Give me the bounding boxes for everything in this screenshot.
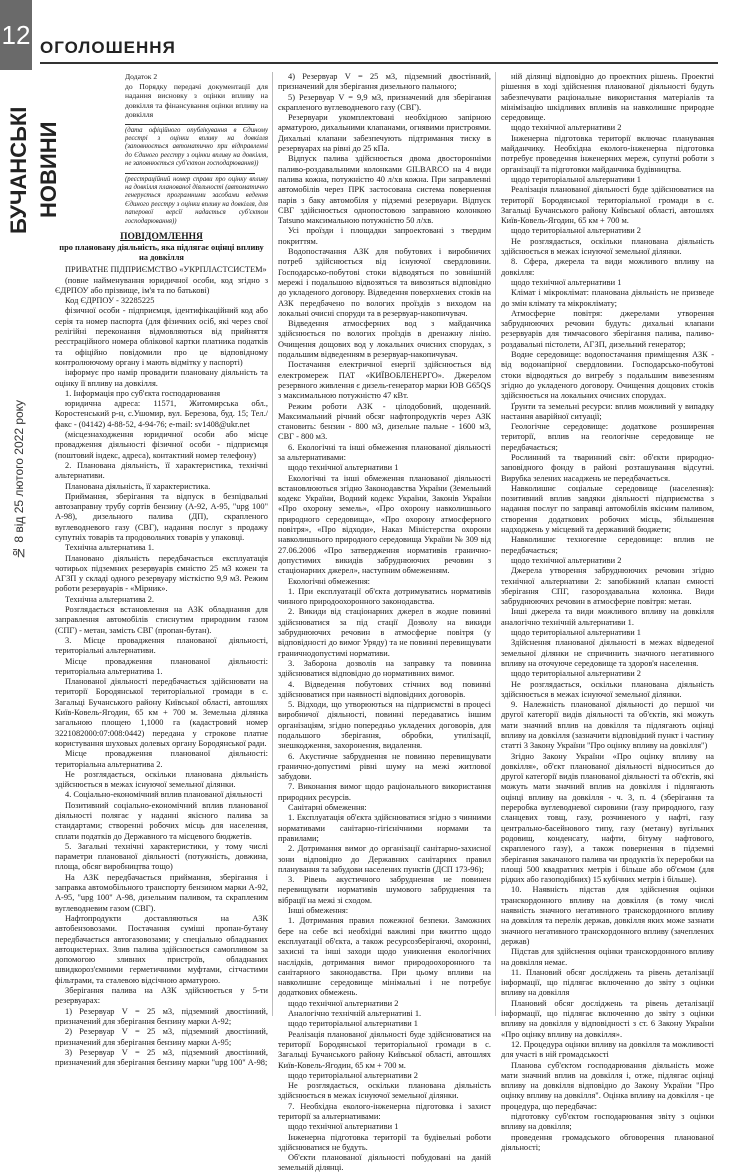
appendix-fill-note-2: (реєстраційний номер справи про оцінку впливу на довкілля планованої діяльності (автоматично генерується програмними засобами ведення Єдиного реєстру з оцінки впливу на довкілля, для паперової версії надається суб'єктом господарювання)) bbox=[125, 175, 268, 225]
paragraph: 3. Заборона дозволів на заправку та повинна здійснюватися відповідно до нормативних вимог. bbox=[278, 658, 491, 679]
paragraph: Плановий обсяг досліджень та рівень деталізації інформації, що підлягає включенню до звіту з оцінки впливу на довкілля у відповідності з ст. 6 Закону України «Про оцінку впливу на довкілля». bbox=[501, 998, 714, 1039]
paragraph: Постачання електричної енергії здійснюється від електромереж ПАТ «КИЇВОБЛЕНЕРГО». Джерелом резервного живлення є дизель-генератор марки ЮВ G65QS з максимальною потужністю 47 кВт. bbox=[278, 360, 491, 401]
paragraph: Режим роботи АЗК - цілодобовий, щоденний. Максимальний річний обсяг нафтопродуктів через АЗК становить: бензин - 800 м3, дизельне пальне - 1600 м3, СВГ - 800 м3. bbox=[278, 401, 491, 442]
paragraph: щодо територіальної альтернативи 2 bbox=[288, 1070, 418, 1080]
paragraph: 4. Соціально-економічний вплив планованої діяльності bbox=[65, 790, 263, 800]
paragraph: 3. Місце провадження планованої діяльності, територіальні альтернативи. bbox=[55, 635, 268, 656]
paragraph: Навколишнє соціальне середовище (населення): позитивний вплив завдяки діяльності підприємства з надання послуг по заправці автомобілів якісним паливом, створення додаткових робочих місць, збільшення надходжень у місцевий та державний бюджети; bbox=[501, 483, 714, 535]
paragraph: Рослинний та тваринний світ: об'єкти природно-заповідного фонду в районі розташування відсутні. Вирубка зелених насаджень не передбачається. bbox=[501, 452, 714, 483]
paragraph: щодо територіальної альтернативи 2 bbox=[511, 226, 641, 236]
header-rule bbox=[40, 62, 718, 64]
appendix-header bbox=[125, 72, 268, 226]
paragraph: щодо технічної альтернативи 1 bbox=[288, 463, 399, 473]
paragraph: інформує про намір провадити плановану діяльність та оцінку її впливу на довкілля. bbox=[55, 368, 268, 388]
paragraph: Екологічні та інші обмеження планованої діяльності встановлюються згідно Законодавства України (Земельний кодекс України, Водний кодекс України, Законів України «Про охорону земель», «Про охорону навколишнього природного середовища», «Про охорону атмосферного повітря», «Про відходи», Наказ Міністерства охорони навколишнього природного середовища України № 309 від 27.06.2006 «Про затвердження нормативів гранично-допустимих викидів забруднюючих речовин з стаціонарних джерел», наступним обмеженням. bbox=[278, 473, 491, 576]
paragraph: 7. Необхідна еколого-інженерна підготовка і захист території за альтернативами: bbox=[278, 1101, 491, 1121]
paragraph: Інші обмеження: bbox=[288, 906, 349, 916]
paragraph: щодо технічної альтернативи 2 bbox=[511, 123, 622, 133]
paragraph: 5) Резервуар V = 9,9 м3, призначений для зберігання скрапленого вуглеводневого газу (СВГ). bbox=[278, 92, 491, 112]
paragraph: Інженерна підготовка території включає планування майданчику. Необхідна еколого-інженерна підготовка потребує проведення інженерних мереж, супутні роботи з організації та підготовки майданчика будівництва. bbox=[501, 133, 714, 174]
paragraph: Відведення атмосферних вод з майданчика здійснюється по вологих проїздів в дренажну лінію. Очищення дощових вод у локальних очисних спорудах, з подальшим відведенням в резервуар-накопичувач. bbox=[278, 319, 491, 360]
paragraph: Планована діяльність, її характеристика. bbox=[65, 481, 211, 491]
column-divider bbox=[272, 72, 273, 1016]
paragraph: Аналогічно технічній альтернативі 1. bbox=[288, 1009, 422, 1019]
paragraph: 1. При експлуатації об'єкта дотримуватись нормативів чинного природоохоронного законодавства. bbox=[278, 586, 491, 607]
paragraph: щодо технічної альтернативи 1 bbox=[288, 1122, 399, 1132]
paragraph: Планова суб'єктом господарювання діяльність може мати значний вплив на довкілля і, отже, підлягає оцінці впливу на довкілля відповідно до Закону України "Про оцінку впливу на довкілля". Оцінка впливу на довкілля - це процедура, що передбачає: bbox=[501, 1060, 714, 1111]
paragraph: Здійснення планованої діяльності в межах відведеної земельної ділянки не спричинить значного негативного впливу на оточуюче середовище та здоров'я населення. bbox=[501, 638, 714, 668]
paragraph: Резервуари укомплектовані необхідною запірною арматурою, дихальними клапанами, огнявими пристроями. Дихальні клапани забезпечують підтримання тиску в резервуарах на рівні до 25 кПа. bbox=[278, 113, 491, 154]
paragraph: 4. Відведення побутових стічних вод повинні здійснюватися при наявності відповідних договорів. bbox=[278, 679, 491, 699]
paragraph: Не розглядається, оскільки планована діяльність здійснюється в межах існуючої земельної ділянки. bbox=[501, 679, 714, 699]
paragraph: Позитивний соціально-економічний вплив планованої діяльності полягає у наданні якісного палива за стандартами; створенні робочих місць для населення, сплати податків до Державного та місцевого бюджетів. bbox=[55, 800, 268, 841]
paragraph: щодо технічної альтернативи 1 bbox=[511, 277, 622, 287]
paragraph: Клімат і мікроклімат: планована діяльність не призведе до змін клімату та мікроклімату; bbox=[501, 288, 714, 308]
paragraph: Технічна альтернатива 2. bbox=[65, 594, 154, 604]
fill-line bbox=[125, 173, 255, 174]
paragraph: 3) Резервуар V = 25 м3, підземний двостінний, призначений для зберігання бензину марки "upg 100" А-98; bbox=[55, 1047, 268, 1068]
paragraph: Код ЄДРПОУ - 32285225 bbox=[65, 296, 155, 306]
paragraph: 1) Резервуар V = 25 м3, підземний двостінний, призначений для зберігання бензину марки А-92; bbox=[55, 1006, 268, 1026]
paragraph: щодо територіальної альтернативи 2 bbox=[511, 669, 641, 679]
paragraph: Екологічні обмеження: bbox=[288, 576, 370, 586]
paragraph: 9. Належність планованої діяльності до першої чи другої категорії видів діяльності та об'єктів, які можуть мати значний вплив на довкілля та підлягають оцінці впливу на довкілля (зазначити відповідний пункт і частину статті 3 Закону України "Про оцінку впливу на довкілля") bbox=[501, 700, 714, 751]
paragraph: Приймання, зберігання та відпуск в безпідвальні автозаправну трубу сортів бензину (А-92, А-95, "upg 100" А-98), дизельного палива (ДП), скрапленого вуглеводневого газу (СВГ), надання послуг з продажу супутніх товарів та продовольчих товарів у упаковці. bbox=[55, 491, 268, 542]
paragraph: Інші джерела та види можливого впливу на довкілля аналогічно технічній альтернативи 1. bbox=[501, 607, 714, 627]
paragraph: 3. Рівень акустичного забруднення не повинен перевищувати нормативів шумового забруднення та вібрації на межі зі сходом. bbox=[278, 875, 491, 905]
paragraph: Санітарні обмеження: bbox=[288, 803, 367, 813]
paragraph: 2. Дотримання вимог до організації санітарно-захисної зони відповідно до Державних санітарних правил планування та забудови населених пунктів (ДСП 173-96); bbox=[278, 844, 491, 874]
paragraph: Плановано діяльність передбачається експлуатація чотирьох підземних резервуарів ємністю 25 м3 кожен та АГЗП у складі одного резервуару місткістю 9,9 м3. Режим роботи резервуарів - «Мірник». bbox=[55, 553, 268, 594]
section-title: ОГОЛОШЕННЯ bbox=[40, 38, 176, 57]
column-2-body bbox=[278, 72, 491, 1174]
paragraph: (місцезнаходження юридичної особи або місце провадження діяльності фізичної особи - підприємця (поштовий індекс, адреса), контактний номер телефону) bbox=[55, 430, 268, 460]
paragraph: Геологічне середовище: додаткове розширення території, вплив на геологічне середовище не передбачається; bbox=[501, 422, 714, 452]
paragraph: Не розглядається, оскільки планована діяльність здійснюється в межах існуючої земельної ділянки. bbox=[501, 236, 714, 257]
paragraph: Усі проїзди і площадки запроектовані з твердим покриттям. bbox=[278, 226, 491, 246]
notice-subtitle: про плановану діяльність, яка підлягає оцінці впливу на довкілля bbox=[59, 243, 264, 263]
notice-title: ПОВІДОМЛЕННЯ bbox=[120, 231, 203, 242]
paragraph: Підстав для здійснення оцінки транскордонного впливу на довкілля немає. bbox=[501, 947, 714, 967]
sidebar bbox=[4, 80, 61, 980]
issue-date: № 8 від 25 лютого 2022 року bbox=[12, 399, 26, 561]
paragraph: щодо територіальної альтернативи 1 bbox=[511, 174, 641, 184]
paragraph: Водне середовище: водопостачання приміщення АЗК - від водонапірної свердловини. Господарсько-побутові стоки відводяться до вигребу з подальшим вивезенням згідно до укладеного договору. Очищення дощових стоків здійснюється на локальних очисних спорудах. bbox=[501, 350, 714, 401]
paragraph: (повне найменування юридичної особи, код згідно з ЄДРПОУ або прізвище, ім'я та по батькові) bbox=[55, 275, 268, 295]
paragraph: 6. Акустичне забруднення не повинно перевищувати гранично-допустимі рівні шуму на межі житлової забудови. bbox=[278, 751, 491, 782]
page-number: 12 bbox=[0, 0, 32, 70]
paragraph: Розглядається встановлення на АЗК обладнання для заправлення автомобілів стиснутим природним газом (СПГ) - метан, замість СВГ (пропан-бутан). bbox=[55, 605, 268, 635]
paragraph: 1. Дотримання правил пожежної безпеки. Заможних бере на себе всі необхідні важливі при вжиттю щодо експлуатації об'єкта, а також ресурсозберігаючі, охоронні, захисні та інші заходи щодо уникнення екологічних наслідків, дотримання вимог природоохоронного та санітарного законодавства. При цьому впливи на навколишнє середовище мінімальні і не потребує додаткових обмежень. bbox=[278, 916, 491, 998]
paragraph: підготовку суб'єктом господарювання звіту з оцінки впливу на довкілля; bbox=[501, 1111, 714, 1132]
paragraph: Зберігання палива на АЗК здійснюється у 5-ти резервуарах: bbox=[55, 986, 268, 1006]
paragraph: 5. Відходи, що утворюються на підприємстві в процесі виробничої діяльності, повинні передаватись іншим організаціям, згідно попередньо укладених договорів, для подальшого зберігання, обробки, утилізації, знешкодження, захоронення, видалення. bbox=[278, 700, 491, 751]
paragraph: Місце провадження планованої діяльності: територіальна альтернатива 2. bbox=[55, 749, 268, 769]
column-1-body bbox=[55, 265, 268, 1068]
paragraph: 11. Плановий обсяг досліджень та рівень деталізації інформації, що підлягає включенню до звіту з оцінки впливу на довкілля bbox=[501, 967, 714, 998]
paragraph: Згідно Закону України «Про оцінку впливу на довкілля», об'єкт планованої діяльності відноситься до другої категорії видів планованої діяльності та об'єктів, які можуть мати значний вплив на довкілля і підлягають оцінці впливу на довкілля - ч. 3, п. 4 (зберігання та переробка вуглеводневої сировини (газу природного, газу сланцевих товщ, газу, розчиненого у нафті, газу центрально-басейнового типу, газу (метану) вугільних родовищ, конденсату, нафти, бітуму нафтового, скрапленого газу), а також повернення в підземні зберігання закачаного палива чи продуктів їх переробки на площі 500 квадратних метрів і більше або об'ємом (для рідких або газоподібних) 15 кубічних метрів і більше). bbox=[501, 751, 714, 885]
paragraph: Атмосферне повітря: джерелами утворення забруднюючих речовин будуть: дихальні клапани резервуарів для тимчасового зберігання палива, паливо-роздавальні пістолети, АГЗП, дизельний генератор; bbox=[501, 308, 714, 349]
paragraph: щодо технічної альтернативи 2 bbox=[288, 998, 399, 1008]
paragraph: Об'єкти планованої діяльності побудовані на даній земельній ділянці. bbox=[278, 1153, 491, 1173]
paragraph: Водопостачання АЗК для побутових і виробничих потреб здійснюється від існуючої свердловини. Господарсько-побутові стоки відводяться по зовнішній мережі і подальшою відвозяться та вивозяться відповідно до укладеного договору. Відведення поверхневих стоків на АЗК передбачено по вологих проїздів з виходом на локальні очисні споруди та в резервуар-накопичувач. bbox=[278, 247, 491, 318]
paragraph: Ґрунти та земельні ресурси: вплив можливий у випадку настання аварійної ситуації; bbox=[501, 401, 714, 421]
appendix-fill-note-1: (дата офіційного опублікування в Єдиному реєстрі з оцінки впливу на довкілля (заповнюється автоматично при відправленні до Єдиного реєстру з оцінки впливу на довкілля, не заповнюється суб'єктом господарювання)) bbox=[125, 126, 268, 168]
paragraph: ПРИВАТНЕ ПІДПРИЄМСТВО «УКРПЛАСТСИСТЕМ» bbox=[65, 265, 267, 275]
paragraph: Місце провадження планованої діяльності: територіальна альтернатива 1. bbox=[55, 656, 268, 676]
paragraph: 2) Резервуар V = 25 м3, підземний двостінний, призначений для зберігання бензину марки А-95; bbox=[55, 1027, 268, 1047]
paragraph: 12. Процедура оцінки впливу на довкілля та можливості для участі в ній громадськості bbox=[501, 1039, 714, 1060]
paragraph: проведення громадського обговорення планованої діяльності; bbox=[501, 1132, 714, 1152]
column-2 bbox=[278, 72, 491, 1173]
paragraph: щодо технічної альтернативи 2 bbox=[511, 555, 622, 565]
paragraph: ній ділянці відповідно до проектних рішень. Проектні рішення в ході здійснення планованої діяльності будуть забезпечувати раціональне використання матеріалів та мінімізацію шкідливих впливів на навколишнє природне середовище. bbox=[501, 72, 714, 123]
paragraph: Навколишнє техногенне середовище: вплив не передбачається; bbox=[501, 535, 714, 555]
paragraph: юридична адреса: 11571, Житомирська обл., Коростенський р-н, с.Ушомир, вул. Березова, буд. 15; Тел./факс - (04142) 4-88-52, 4-94-76; e-mail: sv1408@ukr.net bbox=[55, 399, 268, 429]
appendix-label: Додаток 2 до Порядку передачі документації для надання висновку з оцінки впливу на довкілля та фінансування оцінки впливу на довкілля bbox=[125, 72, 268, 119]
column-divider bbox=[495, 72, 496, 1016]
paragraph: щодо територіальної альтернативи 1 bbox=[288, 1019, 418, 1029]
paragraph: щодо територіальної альтернативи 1 bbox=[511, 628, 641, 638]
fill-line bbox=[125, 124, 255, 125]
paragraph: Реалізація планованої діяльності буде здійснюватися на території Бородянської територіальної громади в с. Загальці Бучанського району Київської області, автошлях Київ-Ковель-Ягодин, 65 км + 700 м. bbox=[278, 1029, 491, 1070]
paragraph: 6. Екологічні та інші обмеження планованої діяльності за альтернативами: bbox=[278, 442, 491, 462]
column-3-body bbox=[501, 72, 714, 1153]
paragraph: Відпуск палива здійснюється двома двосторонніми паливо-роздавальними колонками GILBARCO на 4 види палива кожна, потужністю 40 л/хв кожна. При заправленні автомобілів через ПРК застосована система повернення парів з баку автомобіля у підземні резервуари. Відпуск СВГ здійснюється однопостовою заправною колонкою Tatsuno максимальною потужністю 50 л/хв. bbox=[278, 154, 491, 226]
column-1 bbox=[55, 72, 268, 1068]
paragraph: На АЗК передбачається приймання, зберігання і заправка автомобільного транспорту бензином марки А-92, А-95, "upg 100" А-98, дизельним паливом, та скрапленим вуглеводневим газом (СВГ). bbox=[55, 872, 268, 913]
paragraph: 5. Загальні технічні характеристики, у тому числі параметри планованої діяльності (потужність, довжина, площа, обсяг виробництва тощо) bbox=[55, 841, 268, 872]
paragraph: 7. Виконання вимог щодо раціонального використання природних ресурсів. bbox=[278, 782, 491, 802]
paragraph: Джерела утворення забруднюючих речовин згідно технічної альтернативи 2: запобіжний клапан ємності зберігання СПГ, газороздавальна колонка. Види забруднюючих речовин в атмосферне повітря: метан. bbox=[501, 566, 714, 607]
paragraph: фізичної особи - підприємця, ідентифікаційний код або серія та номер паспорта (для фізичних осіб, які через свої релігійні переконання відмовляються від прийняття реєстраційного номера облікової картки платника податків та офіційно повідомили про це відповідному контролюючому органу і мають відмітку у паспорті) bbox=[55, 306, 268, 367]
paragraph: 4) Резервуар V = 25 м3, підземний двостінний, призначений для зберігання дизельного пального; bbox=[278, 72, 491, 92]
paragraph: 1. Інформація про суб'єкта господарювання bbox=[65, 388, 221, 398]
paragraph: Інженерна підготовка території та будівельні роботи здійснюватися не будуть. bbox=[278, 1132, 491, 1152]
paragraph: 10. Наявність підстав для здійснення оцінки транскордонного впливу на довкілля (в тому числі наявність значного негативного транскордонного впливу на довкілля та перелік держав, довкілля яких може зазнати значного негативного транскордонного впливу (зачеплених держав) bbox=[501, 885, 714, 946]
paragraph: Не розглядається, оскільки планована діяльність здійснюється в межах існуючої земельної ділянки. bbox=[278, 1081, 491, 1101]
paragraph: Реалізація планованої діяльності буде здійснюватися на території Бородянської територіальної громади в с. Загальці Бучанського району Київської області, автошлях Київ-Ковель-Ягодин, 65 км + 700 м. bbox=[501, 185, 714, 226]
paragraph: Не розглядається, оскільки планована діяльність здійснюється в межах існуючої земельної ділянки. bbox=[55, 769, 268, 790]
newspaper-brand: БУЧАНСЬКІ НОВИНИ bbox=[6, 106, 61, 234]
paragraph: Планованої діяльності передбачається здійснювати на території Бородянської територіальної громади в с. Загальці Бучанського району Київської області, автошлях Київ-Ковель-Ягодин, 65 км + 700 м. Земельна ділянка загальною площею 1,1000 га (кадастровий номер 3221082000:07:008:0442) передана у строкове платне користування шуховых долевых органу Бородянської ради. bbox=[55, 677, 268, 748]
paragraph: 2. Планована діяльність, її характеристика, технічні альтернативи. bbox=[55, 460, 268, 481]
paragraph: Нафтопродукти доставляються на АЗК автобензовозами. Постачання суміші пропан-бутану передбачається автогазовозами; у спеціально обладнаних автоцистернах. Злив палива здійснюється самопливом за допомогою зливних пристроїв, обладнаних швидкороз'ємними герметичними муфтами, сітчастими фільтрами, та сталевою відсічною арматурою. bbox=[55, 913, 268, 985]
paragraph: 1. Експлуатація об'єкта здійснюватися згідно з чинними нормативами санітарно-гігієнічними нормами та правилами; bbox=[278, 813, 491, 843]
paragraph: 2. Викиди від стаціонарних джерел в жодне повинні здійснюватися за під стації Дозволу на викиди забруднюючих речовин в атмосферне повітря (у відповідності до вимог Уряду) та не повинні перевищувати граничнодопустимі нормативи. bbox=[278, 607, 491, 658]
paragraph: 8. Сфера, джерела та види можливого впливу на довкілля: bbox=[501, 257, 714, 277]
paragraph: Технічна альтернатива 1. bbox=[65, 543, 154, 553]
column-3 bbox=[501, 72, 714, 1152]
